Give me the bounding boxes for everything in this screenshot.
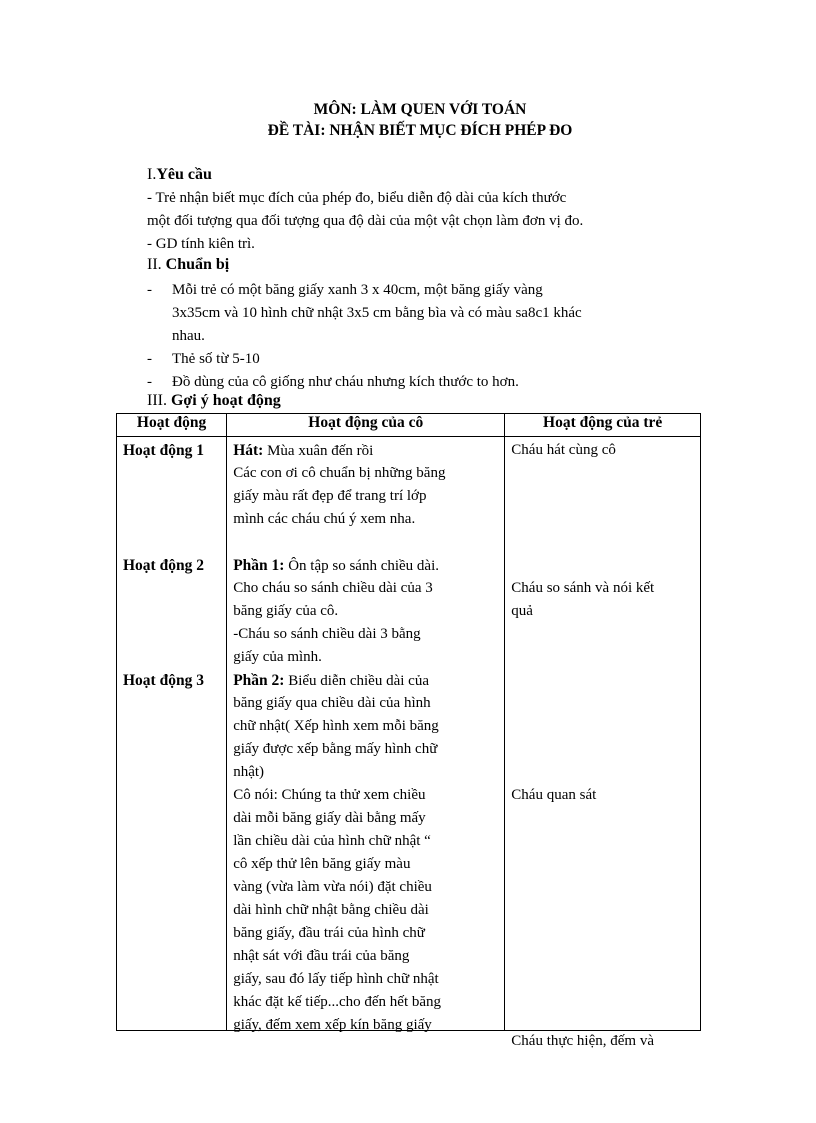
children-line: Cháu quan sát <box>511 787 597 803</box>
section-1-title: Yêu cầu <box>156 166 212 183</box>
part-1-text: Ôn tập so sánh chiều dài. <box>288 558 440 574</box>
part-1-title <box>233 554 439 578</box>
teacher-line: dài mỗi băng giấy dài bằng mấy <box>233 810 426 826</box>
section-1-line-2: một đối tượng qua đối tượng qua độ dài của một vật chọn làm đơn vị đo. <box>147 213 584 229</box>
activities-table <box>116 413 701 1049</box>
topic-title: ĐỀ TÀI: NHẬN BIẾT MỤC ĐÍCH PHÉP ĐO <box>267 122 573 139</box>
teacher-line: mình các cháu chú ý xem nha. <box>233 511 416 527</box>
part-2-text: Biểu diễn chiều dài của <box>288 673 429 689</box>
teacher-line: giấy được xếp bằng mấy hình chữ <box>233 741 438 757</box>
section-1-line-3: - GD tính kiên trì. <box>147 236 255 252</box>
teacher-line: khác đặt kế tiếp...cho đến hết băng <box>233 994 442 1010</box>
teacher-line: băng giấy, đầu trái của hình chữ <box>233 925 425 941</box>
teacher-line: nhật) <box>233 764 265 780</box>
teacher-line: dài hình chữ nhật bằng chiều dài <box>233 902 429 918</box>
part-2-label: Phần 2: <box>233 672 285 689</box>
section-3-title: Gợi ý hoạt động <box>170 392 281 409</box>
subject-title: MÔN: LÀM QUEN VỚI TOÁN <box>313 101 527 118</box>
prep-bullet-1-line-3: nhau. <box>172 328 205 344</box>
header-children: Hoạt động của trẻ <box>505 414 701 437</box>
activity-1-label: Hoạt động 1 <box>123 442 204 459</box>
table-header-row <box>117 414 701 437</box>
activity-column <box>117 437 227 1031</box>
teacher-column <box>227 437 505 1031</box>
teacher-line: chữ nhật( Xếp hình xem mỗi băng <box>233 718 439 734</box>
teacher-line: nhật sát với đầu trái của băng <box>233 948 410 964</box>
teacher-line: Cho cháu so sánh chiều dài của 3 <box>233 580 433 596</box>
part-2-title <box>233 669 429 693</box>
teacher-line: cô xếp thử lên băng giấy màu <box>233 856 411 872</box>
part-1-label: Phần 1: <box>233 557 285 574</box>
section-1-heading <box>147 166 212 184</box>
song-title: Mùa xuân đến rồi <box>267 443 374 459</box>
song-label: Hát: <box>233 442 264 459</box>
section-1-number: I. <box>147 166 157 183</box>
activity-2-label: Hoạt động 2 <box>123 557 204 574</box>
teacher-line: Cô nói: Chúng ta thử xem chiều <box>233 787 426 803</box>
children-line: Cháu hát cùng cô <box>511 442 616 458</box>
teacher-line: giấy, sau đó lấy tiếp hình chữ nhật <box>233 971 439 987</box>
section-3-number: III. <box>147 392 167 409</box>
teacher-line: -Cháu so sánh chiều dài 3 bằng <box>233 626 421 642</box>
children-line: quả <box>511 603 533 619</box>
teacher-line: băng giấy của cô. <box>233 603 339 619</box>
section-3-heading <box>147 392 281 410</box>
prep-bullet-1-line-2: 3x35cm và 10 hình chữ nhật 3x5 cm bằng bìa và có màu sa8c1 khác <box>172 305 582 321</box>
table-row <box>117 437 701 1031</box>
teacher-line: giấy màu rất đẹp để trang trí lớp <box>233 488 427 504</box>
bullet-dash: - <box>147 351 152 367</box>
bullet-dash: - <box>147 374 152 390</box>
section-2-title: Chuẩn bị <box>165 256 230 273</box>
section-2-number: II. <box>147 256 162 273</box>
section-1-line-1: - Trẻ nhận biết mục đích của phép đo, biểu diễn độ dài của kích thước <box>147 190 567 206</box>
bullet-dash: - <box>147 282 152 298</box>
activity-3-label: Hoạt động 3 <box>123 672 204 689</box>
teacher-line: vàng (vừa làm vừa nói) đặt chiều <box>233 879 432 895</box>
teacher-line: lần chiều dài của hình chữ nhật “ <box>233 833 431 849</box>
children-line: Cháu so sánh và nói kết <box>511 580 655 596</box>
teacher-line: Các con ơi cô chuẩn bị những băng <box>233 465 446 481</box>
prep-bullet-3-line-1: Đồ dùng của cô giống như cháu nhưng kích thước to hơn. <box>172 374 519 390</box>
prep-bullet-1-line-1: Mỗi trẻ có một băng giấy xanh 3 x 40cm, một băng giấy vàng <box>172 282 543 298</box>
teacher-line: giấy, đếm xem xếp kín băng giấy <box>233 1017 432 1033</box>
teacher-line: giấy của mình. <box>233 649 322 665</box>
children-column <box>505 437 701 1049</box>
header-activity: Hoạt động <box>117 414 227 437</box>
header-teacher: Hoạt động của cô <box>227 414 505 437</box>
section-2-heading <box>147 256 229 274</box>
activity-1-song <box>233 439 373 463</box>
prep-bullet-2-line-1: Thẻ số từ 5-10 <box>172 351 260 367</box>
children-line: Cháu thực hiện, đếm và <box>511 1033 654 1049</box>
teacher-line: băng giấy qua chiều dài của hình <box>233 695 431 711</box>
